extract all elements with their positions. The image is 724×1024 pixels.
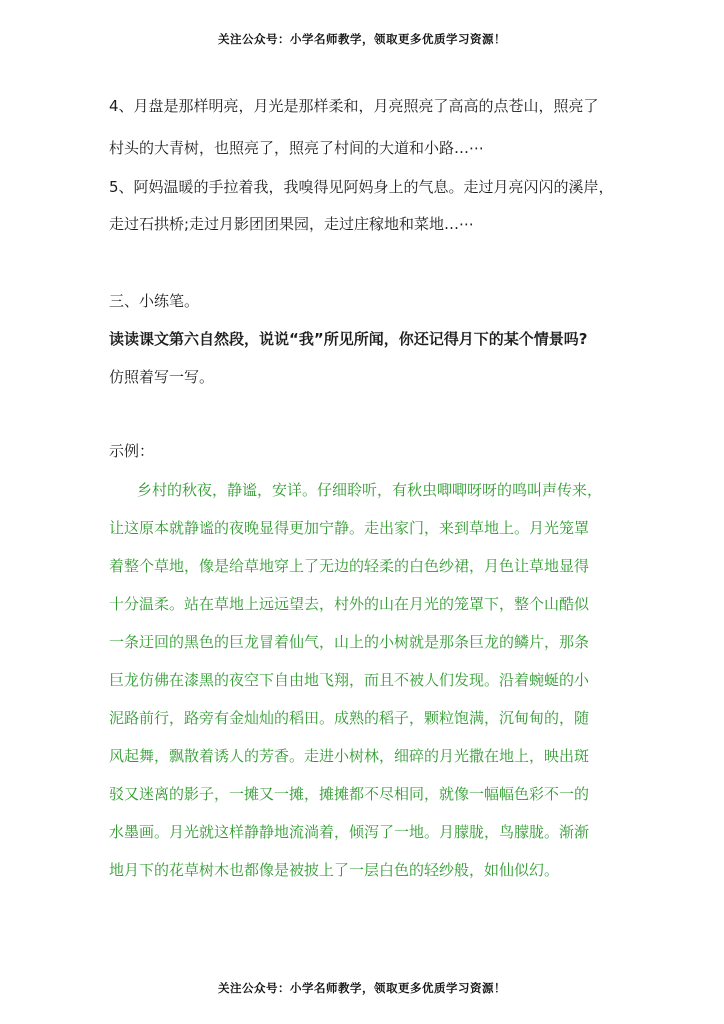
example-line-8: 风起舞，飘散着诱人的芳香。走进小树林，细碎的月光撒在地上，映出斑 [109,747,590,765]
exercise-prompt-line-2: 仿照着写一写。 [109,368,215,386]
example-line-5: 一条迂回的黑色的巨龙冒着仙气，山上的小树就是那条巨龙的鳞片，那条 [109,633,590,651]
example-line-1: 乡村的秋夜，静谧，安详。仔细聆听，有秋虫唧唧呀呀的鸣叫声传来， [137,481,603,499]
example-label: 示例： [109,442,155,460]
item-4-line-2: 村头的大青树，也照亮了，照亮了村间的大道和小路…⋯ [109,139,485,157]
example-line-2: 让这原本就静谧的夜晚显得更加宁静。走出家门，来到草地上。月光笼罩 [109,519,590,537]
item-5-line-2: 走过石拱桥;走过月影团团果园，走过庄稼地和菜地…⋯ [109,215,475,233]
example-line-3: 着整个草地，像是给草地穿上了无边的轻柔的白色纱裙，月色让草地显得 [109,557,590,575]
item-4-line-1: 4、月盘是那样明亮，月光是那样柔和，月亮照亮了高高的点苍山，照亮了 [109,97,599,115]
section-three-heading: 三、小练笔。 [109,292,200,310]
example-line-11: 地月下的花草树木也都像是被披上了一层白色的轻纱般，如仙似幻。 [109,861,560,879]
page-footer: 关注公众号：小学名师教学，领取更多优质学习资源！ [218,981,506,995]
page-header: 关注公众号：小学名师教学，领取更多优质学习资源！ [218,32,506,46]
example-line-9: 驳又迷离的影子，一摊又一摊，摊摊都不尽相同，就像一幅幅色彩不一的 [109,785,590,803]
example-line-7: 泥路前行，路旁有金灿灿的稻田。成熟的稻子，颗粒饱满，沉甸甸的，随 [109,709,590,727]
example-line-4: 十分温柔。站在草地上远远望去，村外的山在月光的笼罩下，整个山酷似 [109,595,590,613]
exercise-prompt-line-1: 读读课文第六自然段，说说“我”所见所闻，你还记得月下的某个情景吗? [109,330,588,348]
item-5-line-1: 5、阿妈温暖的手拉着我，我嗅得见阿妈身上的气息。走过月亮闪闪的溪岸， [109,178,614,196]
example-line-10: 水墨画。月光就这样静静地流淌着，倾泻了一地。月朦胧，鸟朦胧。渐渐 [109,823,590,841]
example-line-6: 巨龙仿佛在漆黑的夜空下自由地飞翔，而且不被人们发现。沿着蜿蜒的小 [109,671,590,689]
